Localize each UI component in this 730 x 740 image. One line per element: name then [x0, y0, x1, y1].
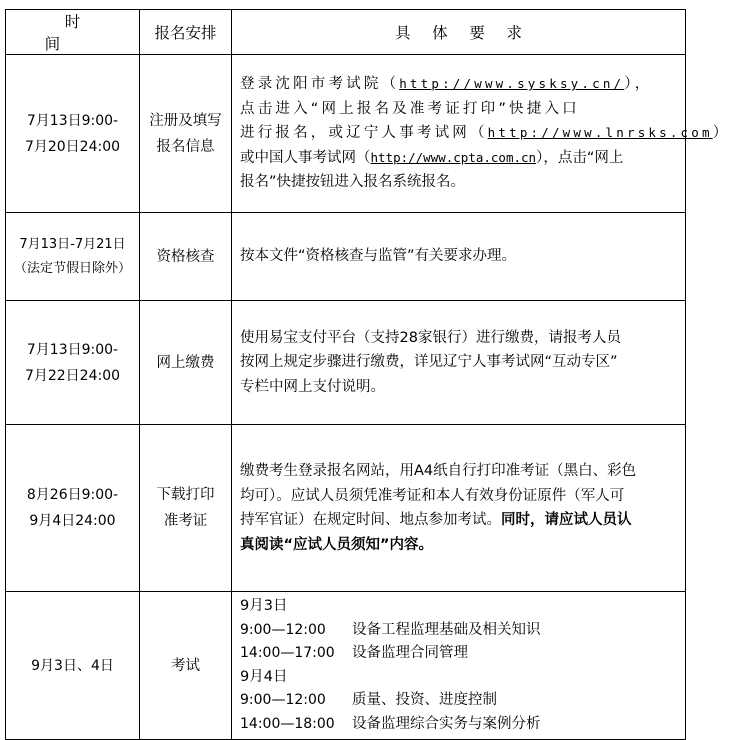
arrangement-cell: 网上缴费 — [140, 301, 232, 425]
requirement-cell: 使用易宝支付平台（支持28家银行）进行缴费，请报考人员 按网上规定步骤进行缴费，详见辽宁人事考试网“互动专区” 专栏中网上支付说明。 — [232, 301, 686, 425]
arrangement-cell: 资格核查 — [140, 213, 232, 301]
header-row — [6, 10, 686, 55]
table-row — [6, 301, 686, 425]
table-row — [6, 592, 686, 740]
exam-day-1: 9月3日 — [240, 598, 288, 614]
date-cell: 7月13日9:00- 7月22日24:00 — [6, 301, 140, 425]
date-cell: 7月13日9:00- 7月20日24:00 — [6, 55, 140, 213]
cpta-link[interactable]: http://www.cpta.com.cn — [370, 149, 537, 165]
date-cell: 8月26日9:00- 9月4日24:00 — [6, 425, 140, 592]
arrangement-cell: 注册及填写 报名信息 — [140, 55, 232, 213]
arrangement-cell: 下载打印 准考证 — [140, 425, 232, 592]
date-cell: 7月13日-7月21日 （法定节假日除外） — [6, 213, 140, 301]
arrangement-cell: 考试 — [140, 592, 232, 740]
requirement-cell: 按本文件“资格核查与监管”有关要求办理。 — [232, 213, 686, 301]
exam-day-2: 9月4日 — [240, 668, 288, 685]
table-row — [6, 425, 686, 592]
exam-schedule-cell: 9月3日 9:00—12:00 设备工程监理基础及相关知识 14:00—17:00 设备监理合同管理 9月4日 9:00—12:00 质量、投资、进度控制 14:00—18:00 设备监理综合实务与案例分析 — [232, 592, 686, 740]
header-time: 时间 — [6, 10, 140, 55]
requirement-cell: 缴费考生登录报名网站，用A4纸自行打印准考证（黑白、彩色 均可）。应试人员须凭准考证和本人有效身份证原件（军人可 持军官证）在规定时间、地点参加考试。同时，请应试人员认 真阅读“应试人员须知”内容。 — [232, 425, 686, 592]
table-row — [6, 213, 686, 301]
sysksy-link[interactable]: http://www.sysksy.cn/ — [399, 76, 625, 92]
requirement-cell: 登录沈阳市考试院（http://www.sysksy.cn/）， 点击进入“网上报名及准考证打印”快捷入口 进行报名，或辽宁人事考试网（http://www.lnrsks.com） 或中国人事考试网（http://www.cpta.com.cn），点击“网上 报名”快捷按钮进入报名系统报名。 — [232, 55, 686, 213]
header-arrangement: 报名安排 — [140, 10, 232, 55]
lnrsks-link[interactable]: http://www.lnrsks.com — [487, 125, 713, 141]
date-cell: 9月3日、4日 — [6, 592, 140, 740]
table-row — [6, 55, 686, 213]
schedule-table — [5, 9, 730, 740]
header-requirements: 具体要求 — [232, 10, 686, 55]
